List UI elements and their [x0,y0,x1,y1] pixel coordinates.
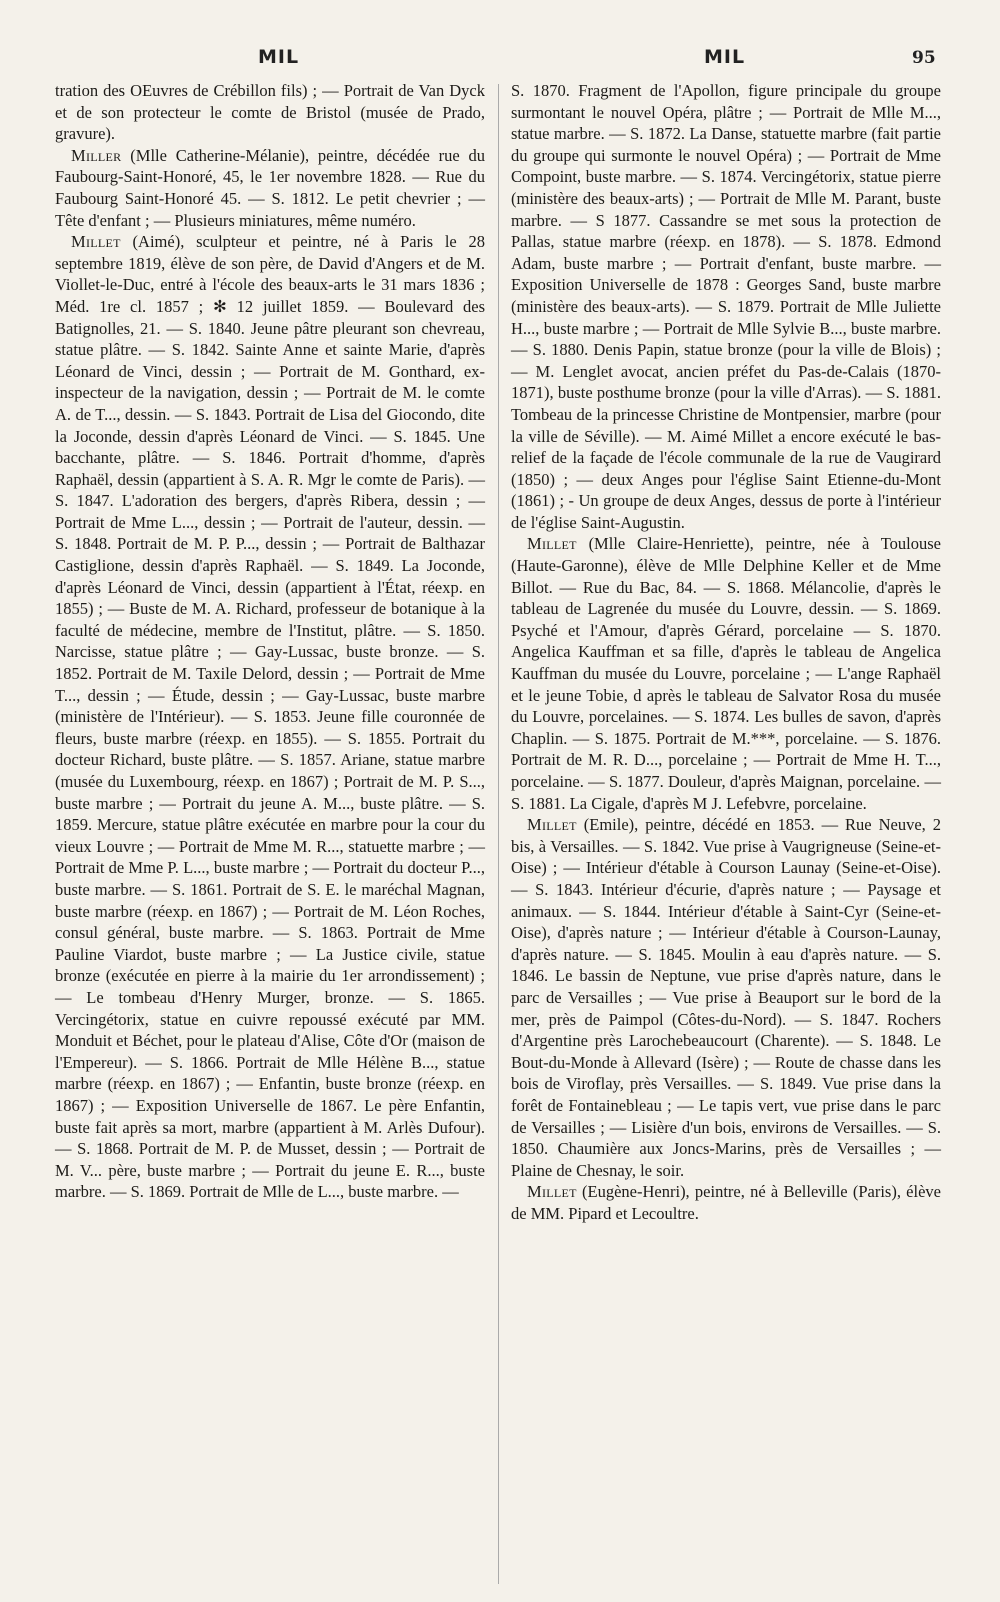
page-number: 95 [912,48,936,68]
entry-millet-aime [55,231,485,1203]
entry-millet-emile [511,814,941,1181]
entry-text: (Eugène-Henri), peintre, né à Belleville (Paris), élève de MM. Pipard et Lecoultre. [511,1182,941,1223]
entry-millet-claire-henriette [511,533,941,814]
entry-name: Miller [71,145,122,165]
running-head-right: MIL [704,46,746,68]
entry-name: Millet [527,815,577,835]
entry-text: (Mlle Claire-Henriette), peintre, née à Toulouse (Haute-Garonne), élève de Mlle Delphine Keller et de Mme Billot. — Rue du Bac, 84. — S. 1868. Mélancolie, d'après le tableau de Lagrenée du musée du Louvre, dessin. — S. 1869. Psyché et l'Amour, d'après Gérard, porcelaine — S. 1870. Angelica Kauffman et sa fille, d'après le tableau de Angelica Kauffman du musée du Louvre, porcelaine ; — L'ange Raphaël et le jeune Tobie, d après le tableau de Salvator Rosa du musée du Louvre, porcelaines. — S. 1874. Les bulles de savon, d'après Chaplin. — S. 1875. Portrait de M.***, porcelaine. — S. 1876. Portrait de M. R. D..., porcelaine ; — Portrait de Mme H. T..., porcelaine. — S. 1877. Douleur, d'après Maignan, porcelaine. — S. 1881. La Cigale, d'après M J. Lefebvre, porcelaine. [511,534,941,813]
entry-text: (Mlle Catherine-Mélanie), peintre, décédée rue du Faubourg-Saint-Honoré, 45, le 1er novembre 1828. — Rue du Faubourg Saint-Honoré 45. — S. 1812. Le petit chevrier ; — Tête d'enfant ; — Plusieurs miniatures, même numéro. [55,145,485,230]
entry-name: Millet [527,1182,577,1202]
entry-text: (Aimé), sculpteur et peintre, né à Paris le 28 septembre 1819, élève de son père, de David d'Angers et de M. Viollet-le-Duc, entré à l'école des beaux-arts le 31 mars 1836 ; Méd. 1re cl. 1857 ; ✻ 12 juillet 1859. — Boulevard des Batignolles, 21. — S. 1840. Jeune pâtre pleurant son chevreau, statue plâtre. — S. 1842. Sainte Anne et sainte Marie, d'après Léonard de Vinci, dessin ; — Portrait de M. Gonthard, ex-inspecteur de la navigation, dessin ; — Portrait de M. le comte A. de T..., dessin. — S. 1843. Portrait de Lisa del Giocondo, dite la Joconde, dessin d'après Léonard de Vinci. — S. 1845. Une bacchante, plâtre. — S. 1846. Portrait d'homme, d'après Raphaël, dessin (appartient à S. A. R. Mgr le comte de Paris). — S. 1847. L'adoration des bergers, d'après Ribera, dessin ; — Portrait de Mme L..., dessin ; — Portrait de l'auteur, dessin. — S. 1848. Portrait de M. P. P..., dessin ; — Portrait de Balthazar Castiglione, dessin d'après Raphaël. — S. 1849. La Joconde, d'après Léonard de Vinci, dessin (appartient à l'État, réexp. en 1855) ; — Buste de M. A. Richard, professeur de botanique à la faculté de médecine, membre de l'Institut, plâtre. — S. 1850. Narcisse, statue plâtre ; — Gay-Lussac, buste bronze. — S. 1852. Portrait de M. Taxile Delord, dessin ; — Portrait de Mme T..., dessin ; — Étude, dessin ; — Gay-Lussac, buste marbre (ministère de l'Intérieur). — S. 1853. Jeune fille couronnée de fleurs, buste marbre (réexp. en 1855). — S. 1855. Portrait du docteur Richard, buste plâtre. — S. 1857. Ariane, statue marbre (musée du Luxembourg, réexp. en 1867) ; Portrait de M. P. S..., buste marbre ; — Portrait du jeune A. M..., buste plâtre. — S. 1859. Mercure, statue plâtre exécutée en marbre pour la cour du vieux Louvre ; — Portrait de Mme M. R..., statuette marbre ; — Portrait de Mme P. L..., buste marbre ; — Portrait du docteur P..., buste marbre. — S. 1861. Portrait de S. E. le maréchal Magnan, buste marbre (réexp. en 1867) ; — Portrait de M. Léon Roches, consul général, buste marbre. — S. 1863. Portrait de Mme Pauline Viardot, buste marbre ; — La Justice civile, statue bronze (exécutée en pierre à la mairie du 1er arrondissement) ; — Le tombeau d'Henry Murger, bronze. — S. 1865. Vercingétorix, statue en cuivre repoussé exécuté par MM. Monduit et Béchet, pour le plateau d'Alise, Côte d'Or (maison de l'Empereur). — S. 1866. Portrait de Mlle Hélène B..., statue marbre (réexp. en 1867) ; — Enfantin, buste bronze (réexp. en 1867) ; — Exposition Universelle de 1867. Le père Enfantin, buste fait après sa mort, marbre (appartient à M. Arlès Dufour). — S. 1868. Portrait de M. P. de Musset, dessin ; — Portrait de M. V... père, buste marbre ; — Portrait du jeune E. R..., buste marbre. — S. 1869. Portrait de Mlle de L..., buste marbre. — [55,232,485,1202]
entry-text: tration des OEuvres de Crébillon fils) ; — Portrait de Van Dyck et de son protecteur le comte de Bristol (musée de Prado, gravure). [55,81,485,144]
entry-name: Millet [527,534,577,554]
running-head-left: MIL [258,46,300,68]
entry-millet-eugene-henri [511,1181,941,1224]
left-column [55,80,485,1203]
right-column [511,80,941,1224]
entry-name: Millet [71,232,121,252]
entry-miller [55,145,485,231]
entry-text: (Emile), peintre, décédé en 1853. — Rue Neuve, 2 bis, à Versailles. — S. 1842. Vue prise à Vaugrigneuse (Seine-et-Oise) ; — Intérieur d'étable à Courson Launay (Seine-et-Oise). — S. 1843. Intérieur d'écurie, d'après nature ; — Paysage et animaux. — S. 1844. Intérieur d'étable à Saint-Cyr (Seine-et-Oise), d'après nature ; — Intérieur d'étable à Courson-Launay, d'après nature. — S. 1845. Moulin à eau d'après nature. — S. 1846. Le bassin de Neptune, vue prise d'après nature, dans le parc de Versailles ; — Vue prise à Beauport sur le bord de la mer, près de Paimpol (Côtes-du-Nord). — S. 1847. Rochers d'Argentine près Larochebeaucourt (Charente). — S. 1848. Le Bout-du-Monde à Allevard (Isère) ; — Route de chasse dans les bois de Viroflay, près Versailles. — S. 1849. Vue prise dans la forêt de Fontainebleau ; — Le tapis vert, vue prise dans le parc de Versailles ; — Lisière d'un bois, environs de Versailles. — S. 1850. Chaumière aux Joncs-Marins, près de Versailles ; — Plaine de Chesnay, le soir. [511,815,941,1180]
column-divider [498,84,499,1584]
entry-text: S. 1870. Fragment de l'Apollon, figure principale du groupe surmontant le nouvel Opéra, plâtre ; — Portrait de Mlle M..., statue marbre. — S. 1872. La Danse, statuette marbre (fait partie du groupe qui surmonte le nouvel Opéra) ; — Portrait de Mme Compoint, buste marbre. — S. 1874. Vercingétorix, statue pierre (ministère des beaux-arts) ; — Portrait de Mlle M. Parant, buste marbre. — S 1877. Cassandre se met sous la protection de Pallas, statue marbre (réexp. en 1878). — S. 1878. Edmond Adam, buste marbre ; — Portrait d'enfant, buste marbre. — Exposition Universelle de 1878 : Georges Sand, buste marbre (ministère des beaux-arts). — S. 1879. Portrait de Mlle Juliette H..., buste marbre ; — Portrait de Mlle Sylvie B..., buste marbre. — S. 1880. Denis Papin, statue bronze (pour la ville de Blois) ; — M. Lenglet avocat, ancien préfet du Pas-de-Calais (1870-1871), buste posthume bronze (pour la ville d'Arras). — S. 1881. Tombeau de la princesse Christine de Montpensier, marbre (pour la ville de Séville). — M. Aimé Millet a encore exécuté le bas-relief de la façade de l'école communale de la rue de Vaugirard (1850) ; — deux Anges pour l'église Saint Etienne-du-Mont (1861) ; - Un groupe de deux Anges, dessus de porte à l'intérieur de l'église Saint-Augustin. [511,81,941,532]
entry-continuation [55,80,485,145]
entry-continuation [511,80,941,533]
